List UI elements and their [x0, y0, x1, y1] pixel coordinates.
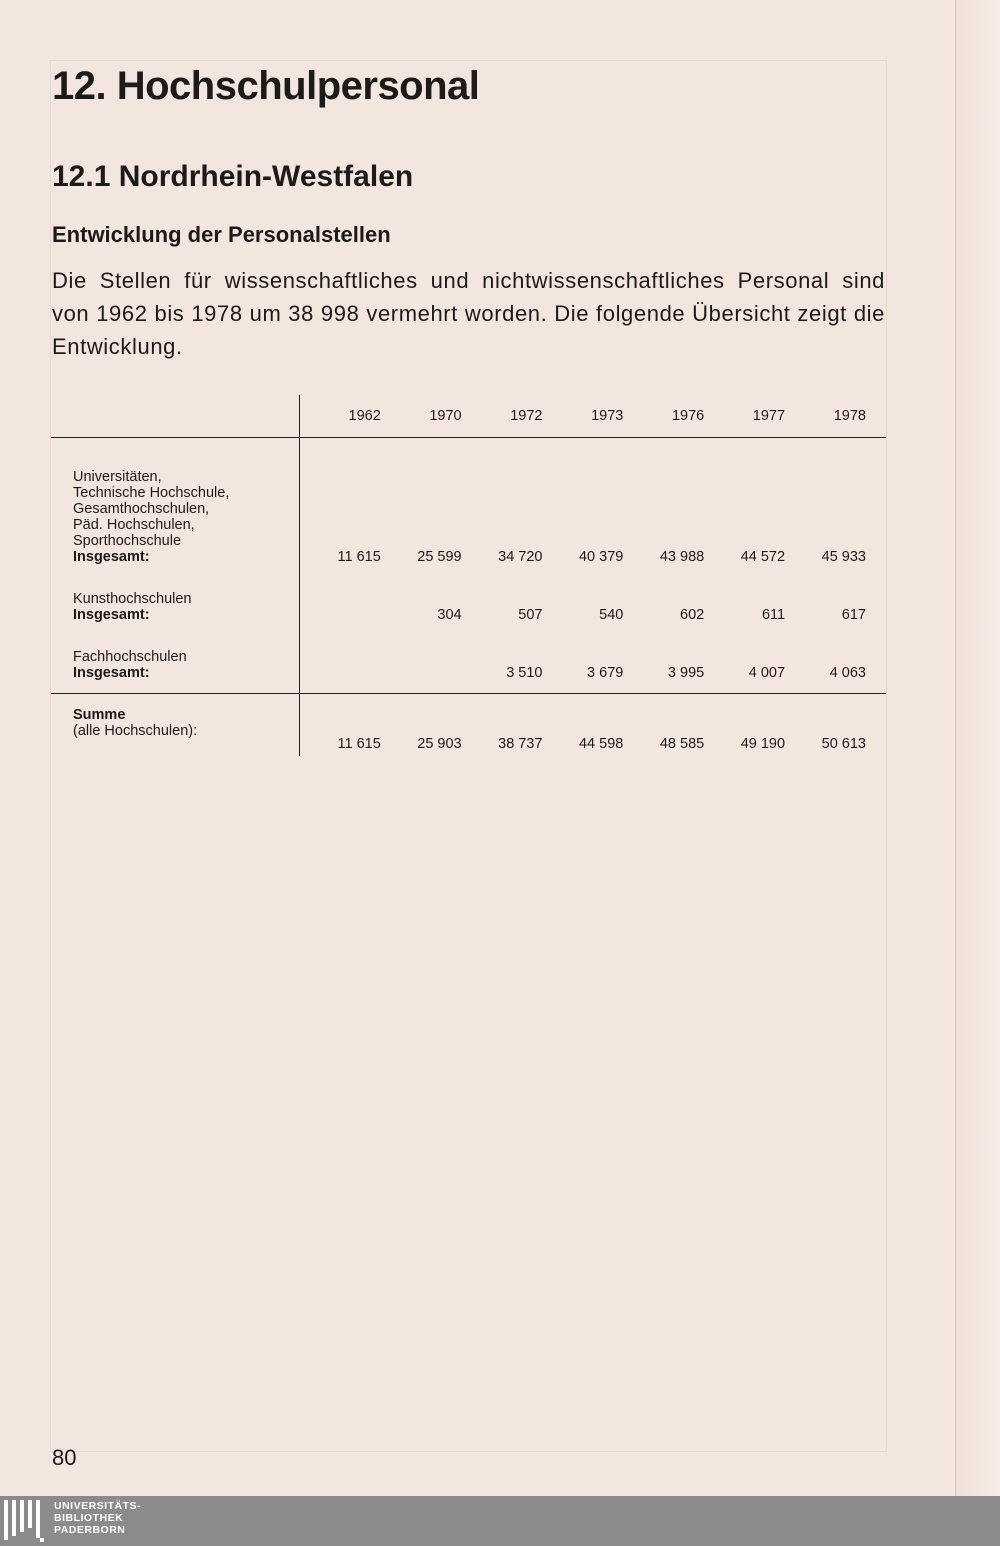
subsection-title: Entwicklung der Personalstellen [52, 222, 391, 247]
header-empty-cell [51, 395, 299, 438]
row-label [51, 438, 299, 570]
table-header-row [51, 395, 886, 438]
intro-paragraph: Die Stellen für wissenschaftliches und nichtwissenschaftliches Personal sind von 1962 bis 1978 um 38 998 vermehrt worden. Die folgende Übersicht zeigt die Entwicklung. [52, 268, 885, 359]
table-cell [299, 569, 380, 627]
chapter-heading: 12. Hochschulpersonal [52, 64, 480, 108]
table-cell: 4 007 [748, 665, 786, 681]
label-line: Universitäten, [73, 469, 162, 485]
logo-line: BIBLIOTHEK [54, 1512, 124, 1524]
table-cell: 602 [680, 607, 705, 623]
table-row-sum [51, 694, 886, 757]
label-line: Kunsthochschulen [73, 591, 192, 607]
table-cell [299, 627, 380, 694]
page-number: 80 [52, 1445, 77, 1470]
label-line: Päd. Hochschulen, [73, 517, 195, 533]
sum-cell: 49 190 [704, 694, 785, 757]
library-logo-icon [4, 1500, 48, 1544]
year-header: 1978 [785, 395, 886, 438]
sum-cell: 48 585 [623, 694, 704, 757]
table-cell: 45 933 [821, 549, 866, 565]
year-header: 1977 [704, 395, 785, 438]
table-cell: 3 679 [587, 665, 624, 681]
table-cell: 507 [518, 607, 543, 623]
table-row-art-schools [51, 569, 886, 627]
label-line: Technische Hochschule, [73, 485, 230, 501]
sum-cell: 38 737 [462, 694, 543, 757]
year-header: 1970 [381, 395, 462, 438]
library-footer [0, 1496, 1000, 1546]
total-label: Insgesamt: [73, 665, 150, 681]
section-heading: 12.1 Nordrhein-Westfalen [52, 160, 414, 193]
year-header: 1972 [462, 395, 543, 438]
table-cell: 3 510 [506, 665, 543, 681]
year-header: 1973 [542, 395, 623, 438]
label-line: Fachhochschulen [73, 649, 187, 665]
table-cell: 34 720 [498, 549, 543, 565]
logo-line: UNIVERSITÄTS- [54, 1500, 142, 1512]
sum-cell: 11 615 [299, 694, 380, 757]
total-label: Insgesamt: [73, 549, 150, 565]
personnel-table [51, 395, 886, 756]
table-row-universities [51, 438, 886, 570]
label-line: Sporthochschule [73, 533, 182, 549]
sum-title: Summe [73, 707, 126, 723]
table-cell: 4 063 [829, 665, 866, 681]
sum-cell: 50 613 [785, 694, 886, 757]
row-label [51, 627, 299, 694]
table-cell: 43 988 [659, 549, 705, 565]
table-cell: 11 615 [337, 549, 381, 565]
table-row-fachhochschulen [51, 627, 886, 694]
table-cell: 44 572 [740, 549, 786, 565]
sum-label [51, 694, 299, 757]
table-cell [381, 627, 462, 694]
table-cell: 611 [761, 607, 786, 623]
logo-line: PADERBORN [54, 1524, 126, 1536]
row-label [51, 569, 299, 627]
library-logo-text [54, 1500, 141, 1536]
table-cell: 40 379 [578, 549, 624, 565]
table-cell: 3 995 [667, 665, 705, 681]
sum-sublabel: (alle Hochschulen): [73, 723, 198, 739]
sum-cell: 44 598 [542, 694, 623, 757]
table-cell: 304 [437, 607, 462, 623]
year-header: 1976 [623, 395, 704, 438]
sum-cell: 25 903 [381, 694, 462, 757]
year-header: 1962 [299, 395, 380, 438]
table-cell: 25 599 [417, 549, 462, 565]
total-label: Insgesamt: [73, 607, 150, 623]
table-cell: 617 [841, 607, 866, 623]
page-edge [955, 0, 1000, 1496]
table-cell: 540 [599, 607, 624, 623]
label-line: Gesamthochschulen, [73, 501, 210, 517]
